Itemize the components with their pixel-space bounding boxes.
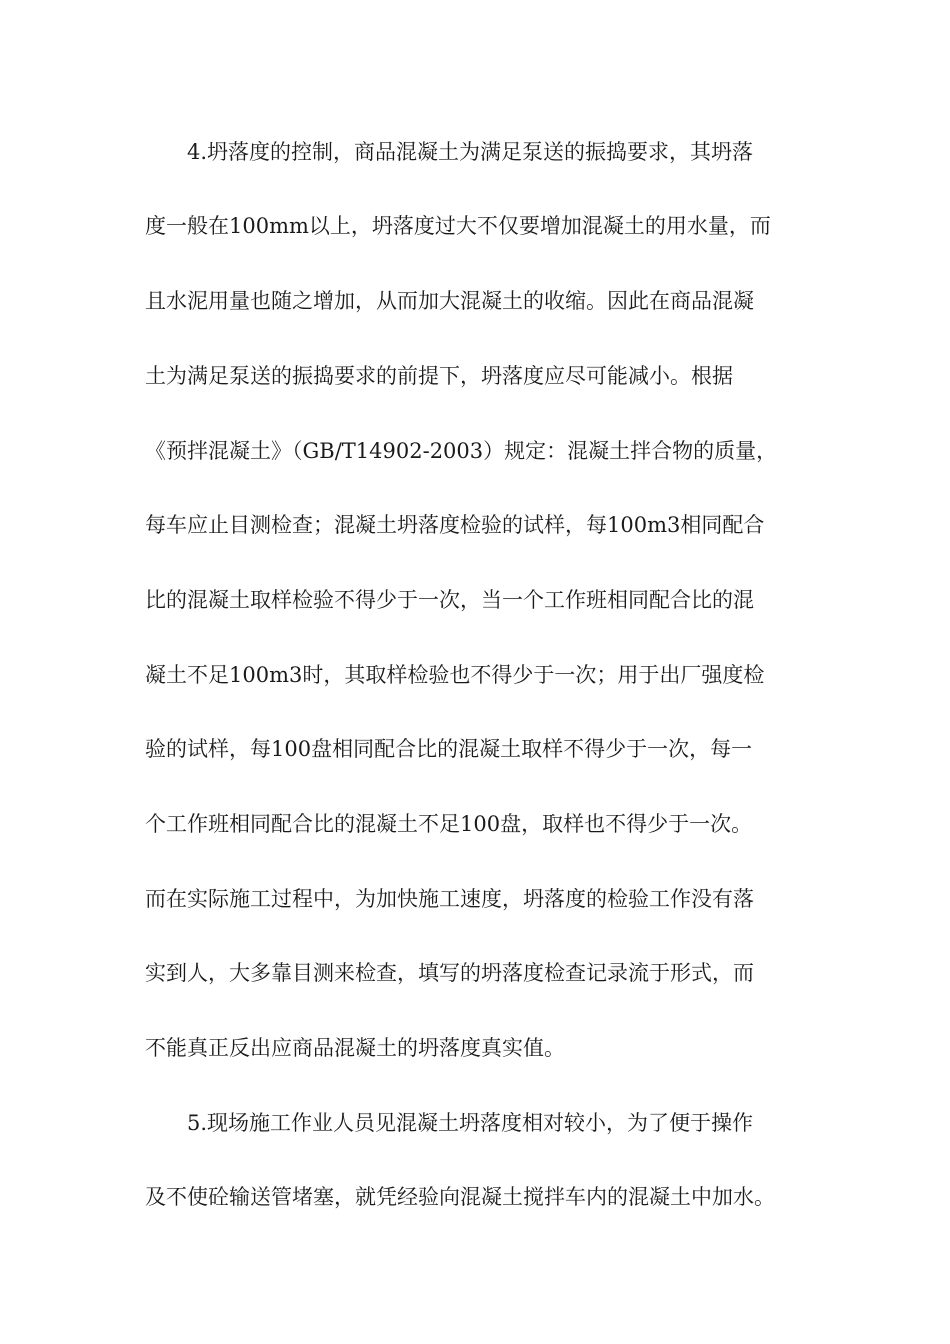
paragraph-4-line-4: 土为满足泵送的振捣要求的前提下，坍落度应尽可能减小。根据 — [145, 364, 733, 388]
paragraph-4-line-1: 4.坍落度的控制，商品混凝土为满足泵送的振捣要求，其坍落 — [187, 140, 754, 164]
paragraph-4-line-12: 实到人，大多靠目测来检查，填写的坍落度检查记录流于形式，而 — [145, 961, 754, 985]
paragraph-5-line-1: 5.现场施工作业人员见混凝土坍落度相对较小，为了便于操作 — [187, 1111, 754, 1135]
paragraph-4-line-7: 比的混凝土取样检验不得少于一次，当一个工作班相同配合比的混 — [145, 588, 754, 612]
paragraph-4-line-8: 凝土不足100m3时，其取样检验也不得少于一次；用于出厂强度检 — [145, 663, 765, 687]
paragraph-4-line-5: 《预拌混凝土》（GB/T14902-2003）规定：混凝土拌合物的质量， — [145, 439, 778, 463]
paragraph-4-line-3: 且水泥用量也随之增加，从而加大混凝土的收缩。因此在商品混凝 — [145, 289, 754, 313]
paragraph-4-line-2: 度一般在100mm以上，坍落度过大不仅要增加混凝土的用水量，而 — [145, 214, 771, 238]
paragraph-4-line-6: 每车应止目测检查；混凝土坍落度检验的试样，每100m3相同配合 — [145, 513, 765, 537]
paragraph-4-line-11: 而在实际施工过程中，为加快施工速度，坍落度的检验工作没有落 — [145, 887, 754, 911]
paragraph-4-line-9: 验的试样，每100盘相同配合比的混凝土取样不得少于一次，每一 — [145, 737, 753, 761]
paragraph-4-line-13: 不能真正反出应商品混凝土的坍落度真实值。 — [145, 1036, 565, 1060]
paragraph-4-line-10: 个工作班相同配合比的混凝土不足100盘，取样也不得少于一次。 — [145, 812, 753, 836]
paragraph-5-line-2: 及不使砼输送管堵塞，就凭经验向混凝土搅拌车内的混凝土中加水。 — [145, 1185, 775, 1209]
